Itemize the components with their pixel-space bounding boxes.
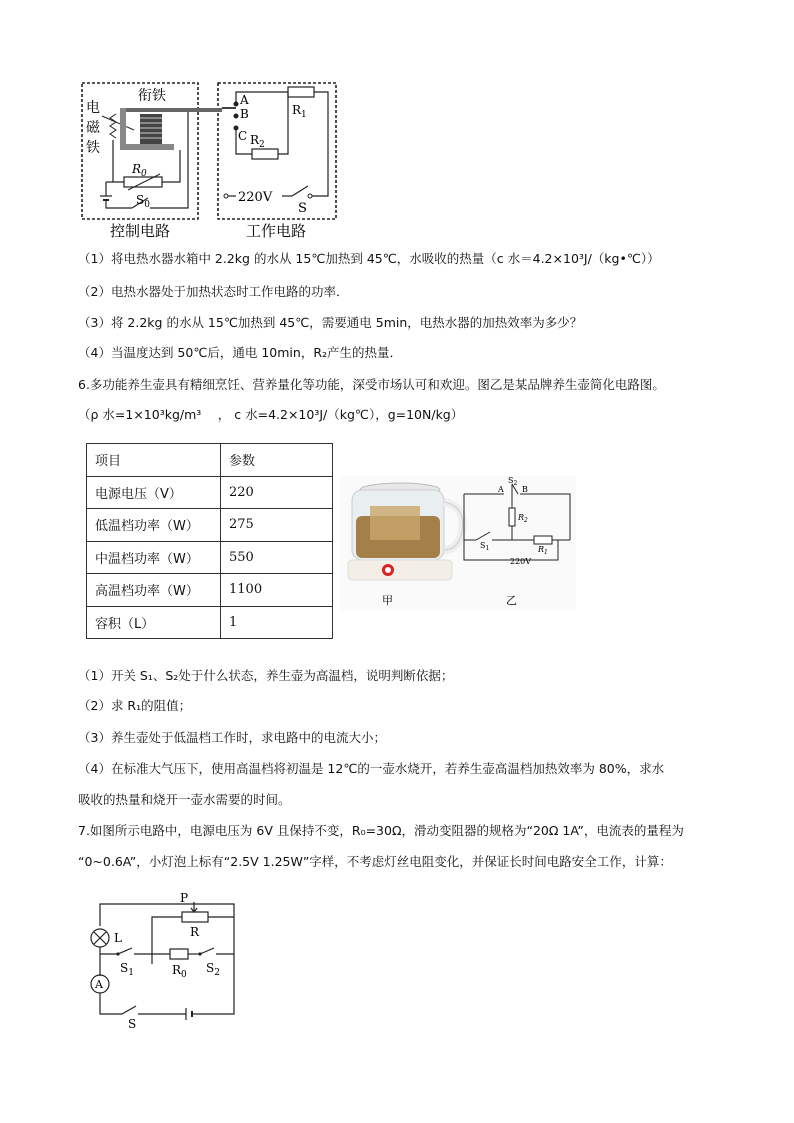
slider-p-label: P [180, 891, 189, 905]
work-circuit-caption: 工作电路 [246, 222, 307, 240]
rheostat-r-label: R [190, 925, 200, 939]
s2-label: $S_2$ [508, 476, 518, 487]
q6-part1: （1）开关 S₁、S₂处于什么状态，养生壶为高温档，说明判断依据； [78, 668, 454, 683]
table-cell: 1100 [221, 574, 333, 607]
q6-intro: 6.多功能养生壶具有精细烹饪、营养量化等功能，深受市场认可和欢迎。图乙是某品牌养生壶简化电路图。 [78, 377, 665, 392]
magnet-label-3: 铁 [86, 140, 100, 156]
work-voltage-label: 220V [238, 190, 273, 205]
q6-part4a: （4）在标准大气压下，使用高温档将初温是 12℃的一壶水烧开，若养生壶高温档加热效率为 80%，求水 [78, 761, 665, 776]
table-cell: 容积（L） [87, 606, 221, 639]
table-cell: 电源电压（V） [87, 476, 221, 509]
s2-label: $S_2$ [206, 961, 220, 978]
r1-label: $R_1$ [538, 545, 548, 556]
node-b-label: B [522, 485, 528, 494]
magnet-label-1: 电 [86, 100, 100, 116]
q7-line2: “0~0.6A”，小灯泡上标有“2.5V 1.25W”字样，不考虑灯丝电阻变化，并保证长时间电路安全工作，计算： [78, 854, 672, 869]
lamp-l-label: L [114, 931, 122, 945]
q6-part4b: 吸收的热量和烧开一壶水需要的时间。 [78, 792, 291, 807]
armature-label: 衔铁 [138, 88, 166, 104]
voltage-label: 220V [510, 557, 532, 566]
table-header-cell: 参数 [221, 444, 333, 477]
r0-label: $R_0$ [172, 963, 187, 980]
q5-part3: （3）将 2.2kg 的水从 15℃加热到 45℃，需要通电 5min，电热水器的加热效率为多少？ [78, 315, 583, 330]
s0-label: $S_0$ [136, 193, 150, 210]
magnet-label-2: 磁 [86, 120, 100, 136]
photo-caption: 甲 [382, 594, 393, 607]
table-header-cell: 项目 [87, 444, 221, 477]
contact-b-label: B [240, 107, 249, 121]
control-circuit-caption: 控制电路 [110, 222, 171, 240]
s1-label: $S_1$ [480, 541, 490, 552]
table-row [87, 476, 333, 509]
work-switch-label: S [298, 201, 307, 216]
table-row [87, 509, 333, 542]
q5-part4: （4）当温度达到 50℃后，通电 10min，R₂产生的热量． [78, 345, 403, 360]
q6-part3: （3）养生壶处于低温档工作时，求电路中的电流大小； [78, 730, 386, 745]
table-cell: 高温档功率（W） [87, 574, 221, 607]
kettle-figure [340, 476, 576, 610]
q6-constants: （ρ 水=1×10³kg/m³ ， c 水=4.2×10³J/（kg℃），g=10N/kg） [78, 407, 464, 422]
lamp-circuit-figure [82, 890, 242, 1030]
table-cell: 550 [221, 541, 333, 574]
q7-line1: 7.如图所示电路中，电源电压为 6V 且保持不变，R₀=30Ω，滑动变阻器的规格为“20Ω 1A”，电流表的量程为 [78, 823, 684, 838]
contact-c-label: C [238, 129, 248, 143]
s1-label: $S_1$ [120, 961, 134, 978]
ammeter-a-label: A [95, 978, 103, 991]
table-header-row [87, 444, 333, 477]
r2-label: $R_2$ [518, 513, 528, 524]
switch-s-label: S [128, 1017, 137, 1030]
parameter-table [86, 443, 333, 639]
q5-part1: （1）将电热水器水箱中 2.2kg 的水从 15℃加热到 45℃，水吸收的热量（c 水＝4.2×10³J/（kg•℃）） [78, 251, 660, 266]
table-cell: 1 [221, 606, 333, 639]
table-cell: 中温档功率（W） [87, 541, 221, 574]
r2-label: $R_2$ [250, 133, 265, 150]
node-a-label: A [498, 485, 504, 494]
relay-circuit-figure [76, 78, 346, 243]
table-cell: 275 [221, 509, 333, 542]
r1-label: $R_1$ [292, 103, 307, 120]
contact-a-label: A [240, 93, 249, 107]
table-cell: 220 [221, 476, 333, 509]
r0-label: $R_0$ [132, 162, 147, 179]
table-row [87, 574, 333, 607]
table-cell: 低温档功率（W） [87, 509, 221, 542]
q5-part2: （2）电热水器处于加热状态时工作电路的功率． [78, 284, 349, 299]
q6-part2: （2）求 R₁的阻值； [78, 698, 192, 713]
table-row [87, 541, 333, 574]
table-row [87, 606, 333, 639]
circuit-caption: 乙 [506, 594, 517, 607]
